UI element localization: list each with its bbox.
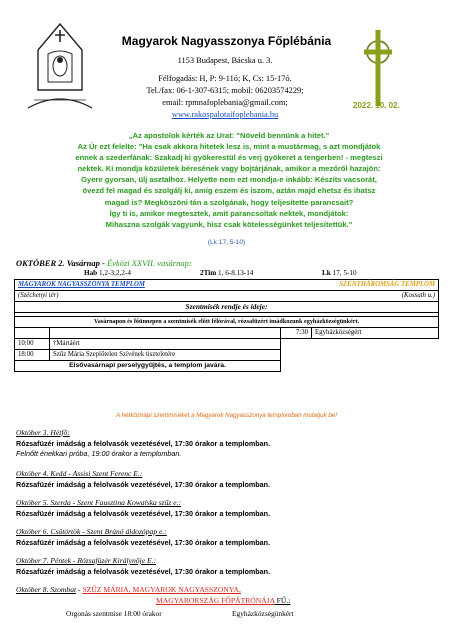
quote-line: ennek a szederfának: Szakadj ki gyökerestül és verj gyökeret a tengerben! - megteszi bbox=[75, 153, 383, 163]
church2-name: SZENTHÁROMSÁG TEMPLOM bbox=[339, 281, 435, 288]
collection-note: Elsővasárnapi perselygyűjtés, a templom javára. bbox=[15, 361, 281, 372]
reading-2 bbox=[200, 269, 253, 277]
weekday-note: A hétköznapi szentmiséket a Magyarok Nagyasszonya templomban mutatjuk be! bbox=[116, 412, 337, 419]
mass-schedule-table bbox=[14, 279, 439, 372]
reading-ref: 1,2-3;2,2-4 bbox=[97, 269, 131, 277]
day-thursday bbox=[16, 527, 270, 548]
church2-place: (Kossuth u.) bbox=[281, 291, 439, 302]
day-rosary: Rózsafüzér imádság a felolvasók vezetésével, 17:30 órakor a templomban. bbox=[16, 479, 271, 489]
day-friday bbox=[16, 556, 270, 577]
parish-address: 1153 Budapest, Bácska u. 3. bbox=[177, 56, 273, 65]
saturday-date: Október 8. Szombat bbox=[16, 585, 77, 594]
gospel-quote bbox=[24, 130, 434, 230]
empty-cell bbox=[312, 350, 439, 361]
church1-place: (Széchenyi tér) bbox=[15, 291, 281, 302]
mass-intent-2: Egyházközségért bbox=[312, 328, 439, 339]
mass-intent: Szűz Mária Szeplőtelen Szívének tiszteletére bbox=[50, 350, 281, 361]
sunday-heading bbox=[16, 258, 192, 268]
saturday-feast-1: SZŰZ MÁRIA, MAGYAROK NAGYASSZONYA, bbox=[82, 585, 241, 594]
quote-line: Mihaszna szolgák vagyunk, hisz csak kötelességünket teljesítettük." bbox=[105, 219, 353, 229]
saturday-feast-2: MAGYARORSZÁG FŐPÁTRÓNÁJA bbox=[156, 595, 275, 605]
feast-suffix: FŰ.: bbox=[274, 595, 291, 605]
day-rosary: Rózsafüzér imádság a felolvasók vezetésével, 17:30 órakor a templomban. bbox=[16, 508, 271, 518]
mass-intent bbox=[50, 328, 281, 339]
reading-1 bbox=[84, 269, 131, 277]
rosary-note: Vasárnapon és főünnepen a szentmisék előtt félórával, rózsafüzért imádkozunk egyházközségünkért. bbox=[15, 317, 439, 328]
reading-book: 2Tim bbox=[200, 269, 217, 277]
reading-ref: 1, 6-8.13-14 bbox=[216, 269, 254, 277]
table-row bbox=[15, 328, 439, 339]
empty-cell bbox=[312, 339, 439, 350]
day-extra: Felnőtt énekkari próba, 19:00 órakor a templomban. bbox=[16, 449, 182, 459]
day-date: Október 3. Hétfő: bbox=[16, 428, 70, 437]
day-rosary: Rózsafüzér imádság a felolvasók vezetésével, 17:30 órakor a templomban. bbox=[16, 537, 271, 547]
quote-reference: (Lk 17, 5-10) bbox=[207, 239, 246, 246]
quote-line: „Az apostolok kérték az Urat: "Növeld bennünk a hitet." bbox=[128, 131, 330, 140]
mass-intent: †Mártáért bbox=[50, 339, 281, 350]
church1-name: MAGYAROK NAGYASSZONYA TEMPLOM bbox=[18, 281, 145, 288]
email-info: email: rpmnafoplebania@gmail.com; bbox=[162, 98, 288, 107]
day-date: Október 4. Kedd - Assisi Szent Ferenc E.: bbox=[16, 469, 143, 478]
mass-time: 18:00 bbox=[15, 350, 50, 361]
quote-line: övezd fel magad és szolgálj ki, amíg eszem és iszom, aztán majd ehetsz és ihatsz bbox=[82, 186, 376, 196]
saturday-intent: Egyházközségünkért bbox=[232, 609, 294, 618]
phone-info: Tel./fax: 06-1-307-6315; mobil: 06203574229; bbox=[146, 86, 304, 95]
table-row bbox=[15, 339, 439, 350]
sunday-name: Évközi XXVII. vasárnap: bbox=[106, 258, 192, 268]
sunday-date: OKTÓBER 2. Vasárnap bbox=[16, 258, 100, 268]
quote-line: nektek. Ki mondja közületek béresének vagy bojtárjának, amikor a mezőről hazajön: bbox=[77, 164, 381, 174]
quote-line: magad is? Megköszöni tán a szolgának, hogy teljesítette parancsait? bbox=[104, 197, 354, 207]
day-monday bbox=[16, 428, 270, 460]
schedule-heading: Szentmisék rendje és ideje: bbox=[15, 302, 439, 313]
empty-cell bbox=[312, 361, 439, 372]
website-link[interactable]: www.rakospalotaifoplebania.hu bbox=[171, 110, 279, 119]
day-wednesday bbox=[16, 498, 270, 519]
quote-line: Gyere gyorsan, ülj asztalhoz. Helyette nem ezt mondja-e inkább: Készíts vacsorát, bbox=[81, 175, 377, 185]
day-tuesday bbox=[16, 469, 270, 490]
saturday-mass: Orgonás szentmise 18:00 órakor bbox=[66, 609, 162, 618]
mass-time bbox=[15, 328, 50, 339]
separator: - bbox=[99, 258, 107, 268]
mass-time-2: 7:30 bbox=[281, 328, 312, 339]
bulletin-date: 2022. 10. 02. bbox=[353, 101, 400, 110]
day-date: Október 7. Péntek - Rózsafüzér Királynője E.: bbox=[16, 556, 157, 565]
quote-line: Így ti is, amikor megtesztek, amit parancsoltak nektek, mondjátok: bbox=[109, 208, 349, 218]
reading-book: Hab bbox=[84, 269, 98, 277]
empty-cell bbox=[281, 339, 312, 350]
empty-cell bbox=[281, 350, 312, 361]
parish-title: Magyarok Nagyasszonya Főplébánia bbox=[121, 34, 332, 48]
table-row bbox=[15, 350, 439, 361]
separator: - bbox=[76, 585, 83, 594]
day-date: Október 6. Csütörtök - Szent Brúnó áldozópap e.: bbox=[16, 527, 167, 536]
office-hours: Félfogadás: H, P: 9-11ó; K, Cs: 15-17ó. bbox=[158, 74, 292, 83]
day-saturday bbox=[16, 585, 290, 606]
day-rosary: Rózsafüzér imádság a felolvasók vezetésével, 17:30 órakor a templomban. bbox=[16, 566, 271, 576]
day-date: Október 5. Szerda - Szent Fausztina Kowalska szűz e.: bbox=[16, 498, 182, 507]
church2-cell bbox=[281, 280, 439, 291]
mass-time: 10:00 bbox=[15, 339, 50, 350]
church1-cell bbox=[15, 280, 281, 291]
reading-3 bbox=[322, 269, 357, 277]
quote-line: Az Úr ezt felelte: "Ha csak akkora hitetek lesz is, mint a mustármag, s azt mondjátok bbox=[77, 142, 381, 152]
reading-ref: 17, 5-10 bbox=[330, 269, 357, 277]
day-rosary: Rózsafüzér imádság a felolvasók vezetésével, 17:30 órakor a templomban. bbox=[16, 438, 271, 448]
reading-book: Lk bbox=[322, 269, 331, 277]
empty-cell bbox=[281, 361, 312, 372]
